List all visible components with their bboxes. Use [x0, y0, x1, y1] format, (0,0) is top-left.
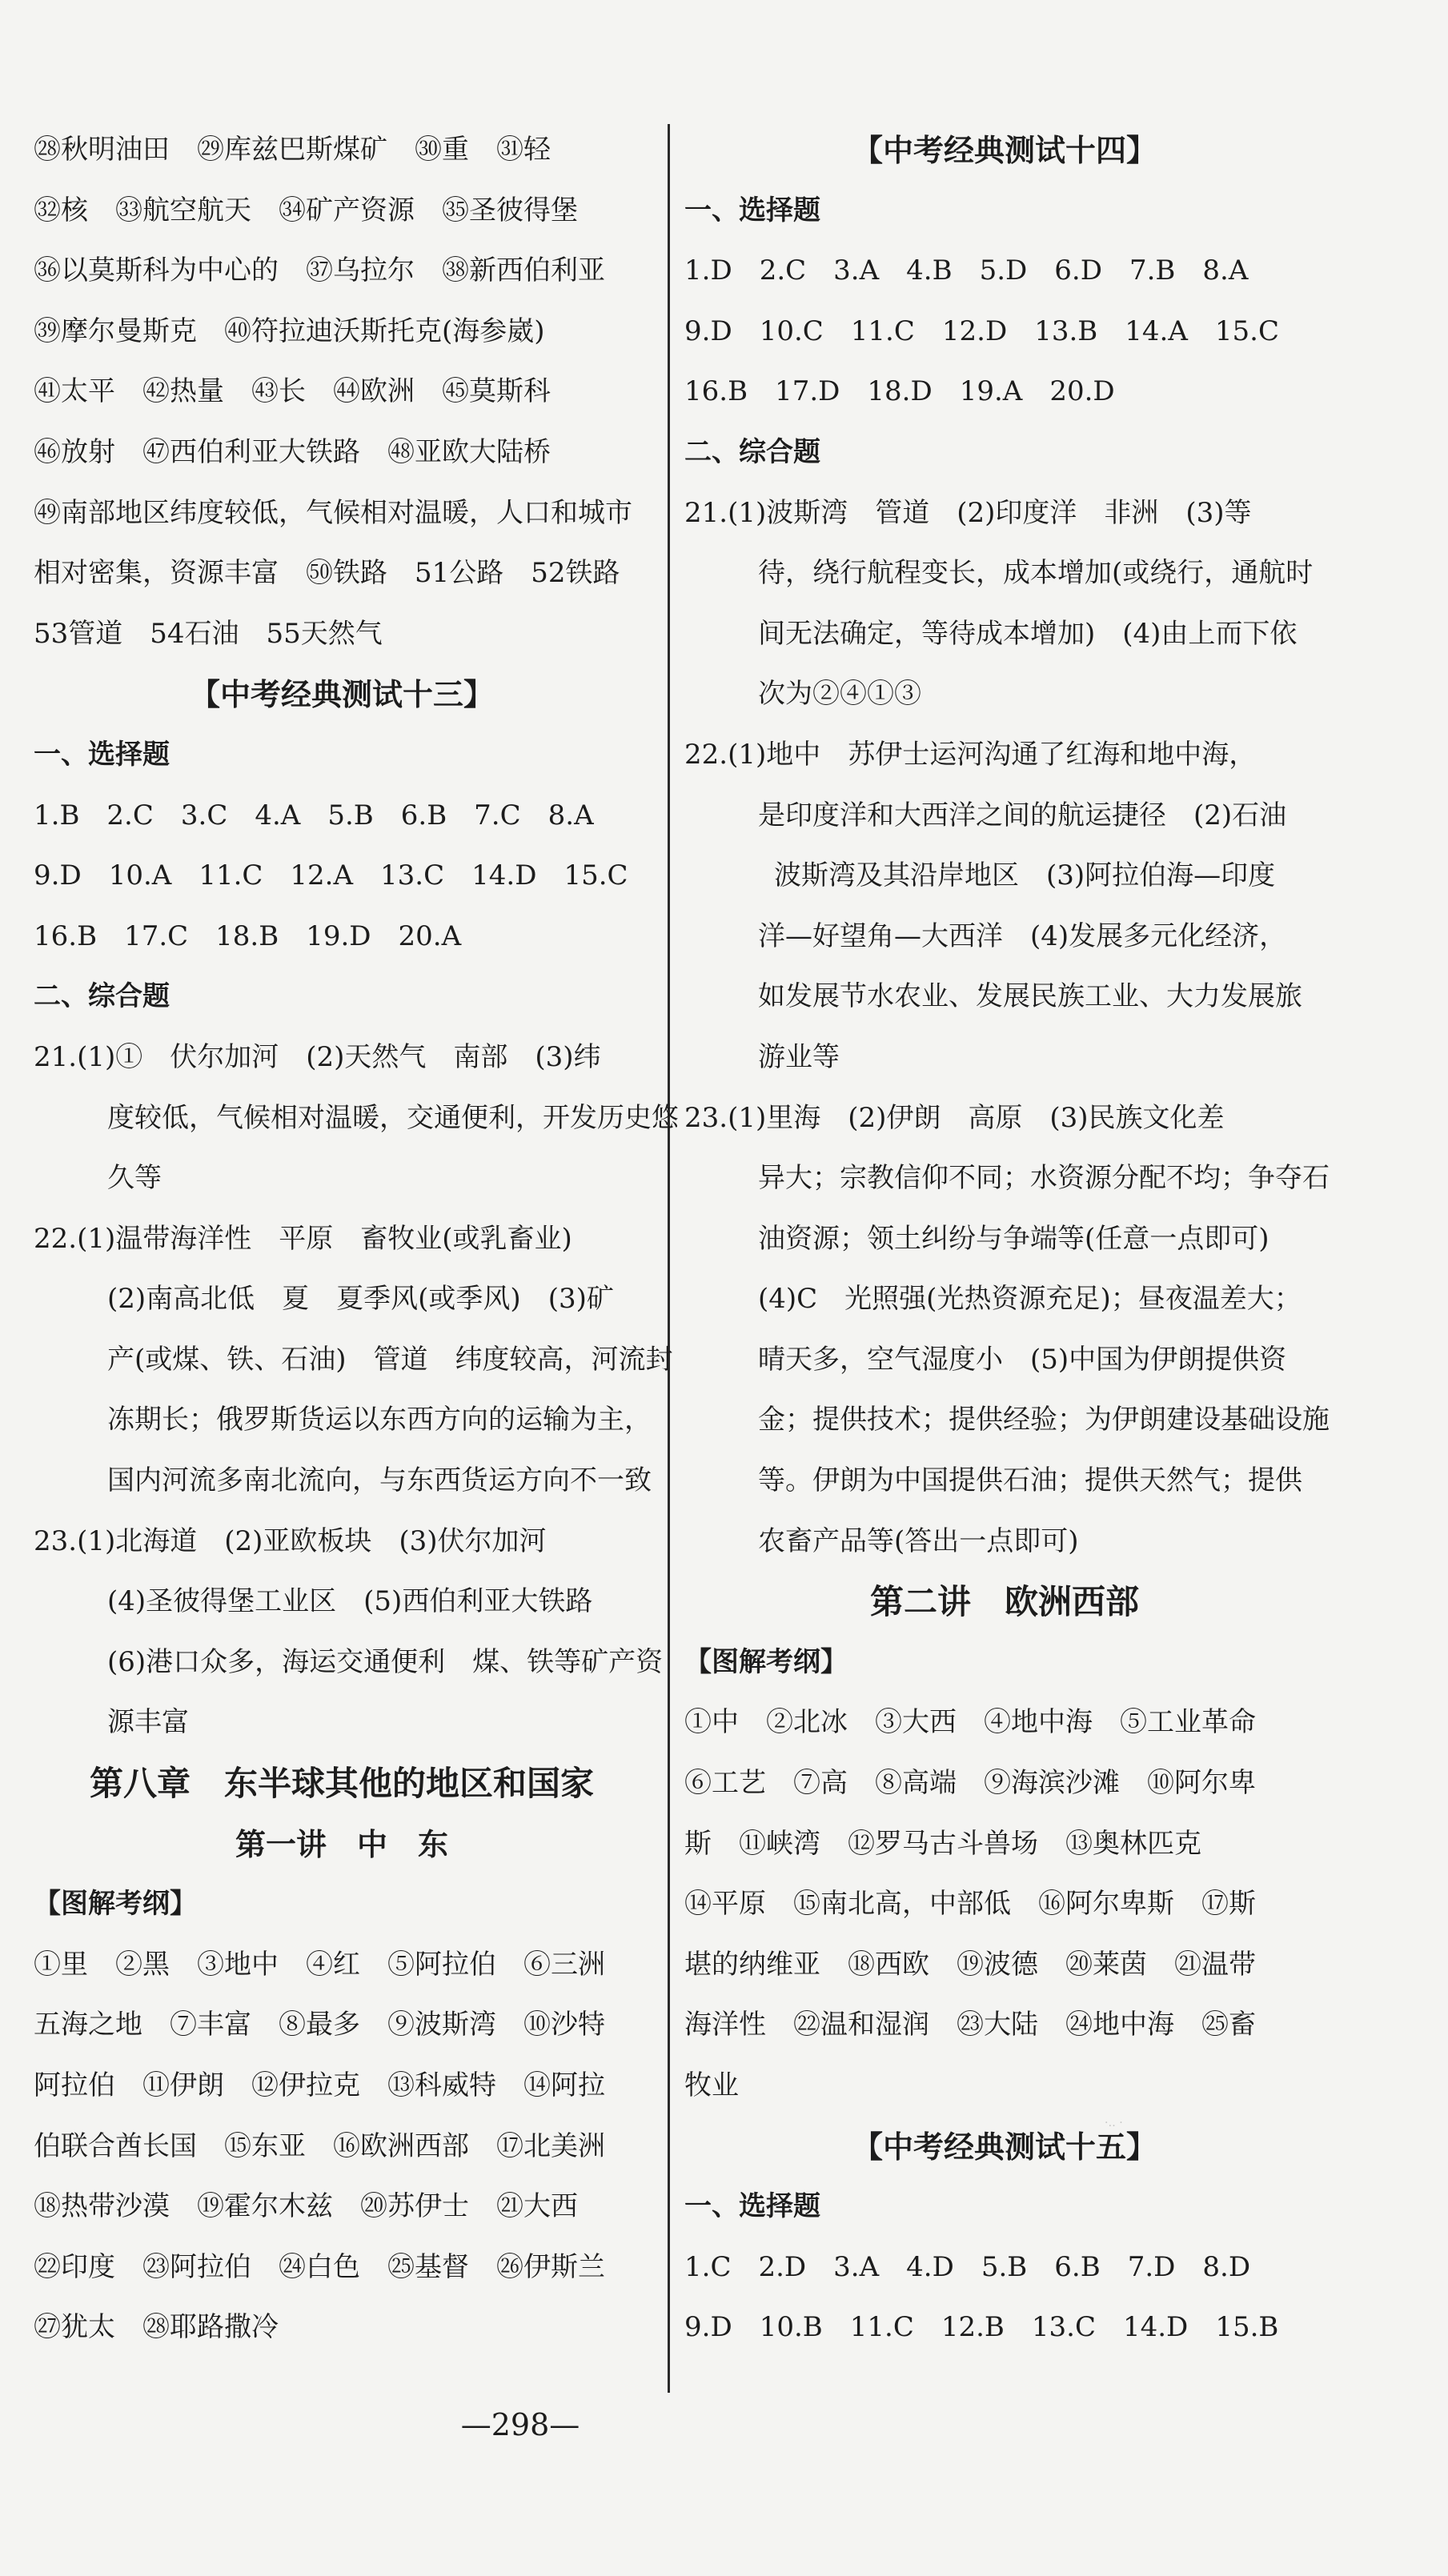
lecture2-title: 第二讲 欧洲西部: [869, 1582, 1139, 1622]
q22-line: (2)南高北低 夏 夏季风(或季风) (3)矿: [107, 1283, 614, 1316]
outline-line: ㉒印度 ㉓阿拉伯 ㉔白色 ㉕基督 ㉖伊斯兰: [34, 2250, 605, 2283]
choice-answers: 9.D 10.B 11.C 12.B 13.C 14.D 15.B: [684, 2311, 1279, 2344]
column-divider: [668, 124, 670, 2393]
outline-title: 【图解考纲】: [684, 1645, 848, 1678]
q23-line: 源丰富: [107, 1706, 189, 1739]
q22-line: 产(或煤、铁、石油) 管道 纬度较高，河流封: [107, 1343, 673, 1376]
scan-smudge: ·‥ ·: [1105, 2117, 1123, 2129]
q22-line: 是印度洋和大西洋之间的航运捷径 (2)石油: [758, 799, 1287, 831]
lecture-title: 第一讲 中 东: [235, 1825, 448, 1862]
q23-line: 异大；宗教信仰不同；水资源分配不均；争夺石: [758, 1162, 1330, 1195]
q23-line: 金；提供技术；提供经验；为伊朗建设基础设施: [758, 1404, 1330, 1436]
outline-line: 牧业: [684, 2069, 739, 2101]
q21-line: 久等: [107, 1162, 162, 1195]
q21-line: 间无法确定，等待成本增加) (4)由上而下依: [758, 617, 1298, 650]
section-heading: 一、选择题: [684, 194, 820, 226]
choice-answers: 16.B 17.C 18.B 19.D 20.A: [34, 919, 462, 952]
q21-line: 度较低，气候相对温暖，交通便利，开发历史悠: [107, 1101, 679, 1134]
chapter-title: 第八章 东半球其他的地区和国家: [89, 1764, 594, 1804]
q21-line: 待，绕行航程变长，成本增加(或绕行，通航时: [758, 557, 1314, 590]
answer-line: 53管道 54石油 55天然气: [34, 617, 383, 650]
test13-title: 【中考经典测试十三】: [189, 676, 494, 713]
q22-line: 如发展节水农业、发展民族工业、大力发展旅: [758, 980, 1302, 1013]
q23-line: (4)圣彼得堡工业区 (5)西伯利亚大铁路: [107, 1585, 593, 1618]
right-column: [684, 120, 1330, 2358]
q22-line: 22.(1)温带海洋性 平原 畜牧业(或乳畜业): [34, 1222, 572, 1255]
outline-line: 斯 ⑪峡湾 ⑫罗马古斗兽场 ⑬奥林匹克: [684, 1827, 1201, 1860]
section-heading: 二、综合题: [684, 435, 820, 468]
q23-line: 油资源；领土纠纷与争端等(任意一点即可): [758, 1222, 1270, 1255]
outline-line: ⑱热带沙漠 ⑲霍尔木兹 ⑳苏伊士 ㉑大西: [34, 2190, 578, 2223]
q22-line: 洋—好望角—大西洋 (4)发展多元化经济，: [758, 919, 1287, 952]
outline-line: 阿拉伯 ⑪伊朗 ⑫伊拉克 ⑬科威特 ⑭阿拉: [34, 2069, 605, 2101]
outline-title: 【图解考纲】: [34, 1888, 197, 1921]
q22-line: 波斯湾及其沿岸地区 (3)阿拉伯海—印度: [774, 859, 1276, 892]
section-heading: 一、选择题: [684, 2190, 820, 2223]
q21-line: 21.(1)波斯湾 管道 (2)印度洋 非洲 (3)等: [684, 496, 1252, 529]
q22-line: 游业等: [758, 1040, 840, 1073]
test14-title: 【中考经典测试十四】: [852, 132, 1157, 168]
test15-title: 【中考经典测试十五】: [852, 2128, 1157, 2165]
outline-line: 海洋性 ㉒温和湿润 ㉓大陆 ㉔地中海 ㉕畜: [684, 2009, 1256, 2041]
choice-answers: 16.B 17.D 18.D 19.A 20.D: [684, 375, 1115, 408]
answer-line: ㊾南部地区纬度较低，气候相对温暖，人口和城市: [34, 496, 632, 529]
answer-line: ㊴摩尔曼斯克 ㊵符拉迪沃斯托克(海参崴): [34, 314, 545, 347]
q23-line: (6)港口众多，海运交通便利 煤、铁等矿产资: [107, 1645, 664, 1678]
q22-line: 冻期长；俄罗斯货运以东西方向的运输为主，: [107, 1404, 652, 1436]
choice-answers: 9.D 10.A 11.C 12.A 13.C 14.D 15.C: [34, 859, 628, 892]
section-heading: 二、综合题: [34, 980, 170, 1013]
q23-line: 晴天多，空气湿度小 (5)中国为伊朗提供资: [758, 1343, 1287, 1376]
q23-line: 等。伊朗为中国提供石油；提供天然气；提供: [758, 1464, 1302, 1497]
q21-line: 21.(1)① 伏尔加河 (2)天然气 南部 (3)纬: [34, 1040, 601, 1073]
q21-line: 次为②④①③: [758, 678, 921, 711]
q22-line: 国内河流多南北流向，与东西货运方向不一致: [107, 1464, 652, 1497]
q23-line: 23.(1)里海 (2)伊朗 高原 (3)民族文化差: [684, 1101, 1225, 1134]
section-heading: 一、选择题: [34, 738, 170, 771]
answer-line: ㊻放射 ㊼西伯利亚大铁路 ㊽亚欧大陆桥: [34, 435, 551, 468]
q23-line: 23.(1)北海道 (2)亚欧板块 (3)伏尔加河: [34, 1524, 547, 1557]
answer-line: ㉜核 ㉝航空航天 ㉞矿产资源 ㉟圣彼得堡: [34, 194, 578, 226]
outline-line: ⑥工艺 ⑦高 ⑧高端 ⑨海滨沙滩 ⑩阿尔卑: [684, 1767, 1256, 1800]
outline-line: ①里 ②黑 ③地中 ④红 ⑤阿拉伯 ⑥三洲: [34, 1948, 605, 1981]
outline-line: ⑭平原 ⑮南北高，中部低 ⑯阿尔卑斯 ⑰斯: [684, 1888, 1256, 1921]
outline-line: 五海之地 ⑦丰富 ⑧最多 ⑨波斯湾 ⑩沙特: [34, 2009, 605, 2041]
choice-answers: 1.C 2.D 3.A 4.D 5.B 6.B 7.D 8.D: [684, 2250, 1251, 2283]
answer-line: 相对密集，资源丰富 ㊿铁路 51公路 52铁路: [34, 557, 620, 590]
q22-line: 22.(1)地中 苏伊士运河沟通了红海和地中海，: [684, 738, 1257, 771]
outline-line: ①中 ②北冰 ③大西 ④地中海 ⑤工业革命: [684, 1706, 1256, 1739]
q23-line: (4)C 光照强(光热资源充足)；昼夜温差大；: [758, 1283, 1302, 1316]
answer-line: ㊶太平 ㊷热量 ㊸长 ㊹欧洲 ㊺莫斯科: [34, 375, 551, 408]
answer-line: ㉘秋明油田 ㉙库兹巴斯煤矿 ㉚重 ㉛轻: [34, 134, 551, 166]
outline-line: 伯联合酋长国 ⑮东亚 ⑯欧洲西部 ⑰北美洲: [34, 2129, 605, 2162]
outline-line: ㉗犹太 ㉘耶路撒冷: [34, 2311, 279, 2344]
choice-answers: 9.D 10.C 11.C 12.D 13.B 14.A 15.C: [684, 314, 1279, 347]
choice-answers: 1.B 2.C 3.C 4.A 5.B 6.B 7.C 8.A: [34, 799, 594, 831]
answer-line: ㊱以莫斯科为中心的 ㊲乌拉尔 ㊳新西伯利亚: [34, 254, 605, 287]
outline-line: 堪的纳维亚 ⑱西欧 ⑲波德 ⑳莱茵 ㉑温带: [684, 1948, 1256, 1981]
left-column: [34, 120, 679, 2358]
page-number: —298—: [460, 2407, 580, 2442]
choice-answers: 1.D 2.C 3.A 4.B 5.D 6.D 7.B 8.A: [684, 254, 1249, 287]
q23-line: 农畜产品等(答出一点即可): [758, 1524, 1079, 1557]
